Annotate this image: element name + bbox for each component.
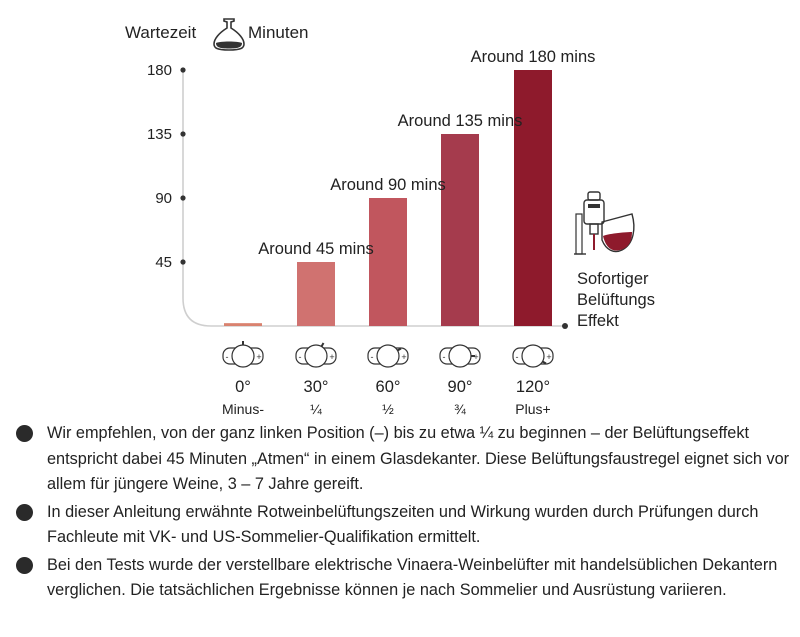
svg-text:+: + — [256, 352, 262, 362]
right-annotation: Sofortiger Belüftungs Effekt — [577, 270, 655, 330]
svg-text:+: + — [546, 352, 552, 362]
bar — [369, 198, 407, 326]
bar — [224, 323, 262, 326]
note-item — [14, 500, 794, 551]
x-axis-end-dot — [562, 323, 568, 329]
y-tick-label: 90 — [155, 190, 172, 207]
x-tick-sublabel: Minus- — [221, 401, 265, 417]
x-tick-sublabel: ¼ — [310, 401, 322, 417]
bullet-icon — [16, 425, 33, 442]
y-axis-label-wartezeit: Wartezeit — [125, 23, 197, 42]
x-tick-sublabel: Plus+ — [515, 401, 551, 417]
svg-text:-: - — [515, 352, 519, 362]
svg-text:-: - — [298, 352, 302, 362]
decanter-icon — [214, 19, 244, 50]
y-tick-dot — [180, 195, 185, 200]
note-text: In dieser Anleitung erwähnte Rotweinbelüftungszeiten und Wirkung wurden durch Prüfungen durch Fachleute mit VK- und US-Sommelier-Qualifikation ermittelt. — [47, 502, 759, 546]
note-item — [14, 421, 794, 498]
x-tick-sublabel: ¾ — [454, 401, 466, 417]
x-tick-sublabel: ½ — [382, 401, 394, 417]
svg-text:+: + — [473, 352, 479, 362]
bar — [514, 70, 552, 326]
bar — [297, 262, 335, 326]
svg-text:-: - — [225, 352, 229, 362]
bar — [441, 134, 479, 326]
bullet-icon — [16, 504, 33, 521]
x-tick-label: 120° — [515, 378, 551, 396]
svg-text:-: - — [370, 352, 374, 362]
note-text: Wir empfehlen, von der ganz linken Position (–) bis zu etwa ¼ zu beginnen – der Belüftungseffekt entspricht dabei 45 Minuten „Atmen“ in einem Glasdekanter. Diese Belüftungsfaustregel eignet sich vor allem für jüngere Weine, 3 – 7 Jahre gereift. — [47, 424, 790, 493]
footnotes-list — [14, 421, 794, 606]
y-tick-dot — [180, 259, 185, 264]
aerator-dial-icon — [223, 341, 263, 367]
data-label: Around 180 mins — [470, 48, 596, 66]
note-item — [14, 553, 794, 604]
aerator-dial-icon — [296, 343, 336, 367]
aerator-dial-icon — [513, 345, 553, 367]
x-tick-label: 30° — [303, 378, 329, 396]
y-tick-label: 180 — [146, 62, 172, 79]
y-tick-label: 45 — [155, 254, 172, 271]
y-tick-dot — [180, 67, 185, 72]
svg-text:-: - — [442, 352, 446, 362]
y-tick-dot — [180, 131, 185, 136]
y-axis-label-minuten: Minuten — [248, 23, 309, 42]
aerator-pouring-into-wine-glass-icon — [574, 192, 634, 254]
bullet-icon — [16, 557, 33, 574]
x-tick-label: 0° — [235, 378, 251, 396]
note-text: Bei den Tests wurde der verstellbare elektrische Vinaera-Weinbelüfter mit handelsüblichen Dekantern verglichen. Die tatsächlichen Ergebnisse können je nach Sommelier und Ausrüstung variieren. — [47, 555, 778, 599]
svg-text:+: + — [401, 352, 407, 362]
aerator-dial-icon — [368, 345, 408, 367]
data-label: Around 45 mins — [258, 240, 374, 258]
data-label: Around 90 mins — [330, 176, 446, 194]
svg-text:+: + — [329, 352, 335, 362]
y-tick-label: 135 — [146, 126, 172, 143]
aerator-dial-icon — [440, 345, 480, 367]
x-tick-label: 60° — [375, 378, 401, 396]
data-label: Around 135 mins — [397, 112, 523, 130]
x-tick-label: 90° — [447, 378, 473, 396]
